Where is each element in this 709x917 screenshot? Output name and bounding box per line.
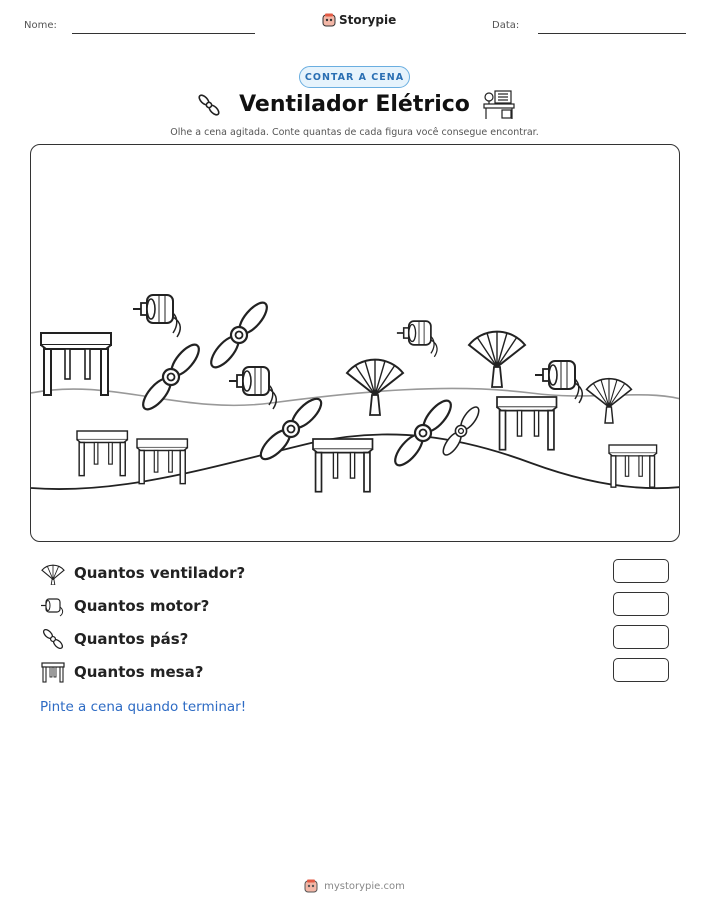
storypie-mascot-icon <box>304 879 318 893</box>
answer-box-blades[interactable] <box>613 625 669 649</box>
page-subtitle: Olhe a cena agitada. Conte quantas de cada figura você consegue encontrar. <box>170 127 539 138</box>
fan-blade-figure[interactable] <box>207 298 272 371</box>
table-figure[interactable] <box>497 397 557 450</box>
color-instruction: Pinte a cena quando terminar! <box>40 699 247 715</box>
question-fans <box>40 560 245 586</box>
storypie-mascot-icon <box>322 13 336 27</box>
activity-badge: CONTAR A CENA <box>299 66 410 88</box>
question-motors <box>40 593 209 619</box>
question-text: Quantos ventilador? <box>74 564 246 582</box>
table-figure[interactable] <box>137 439 187 484</box>
page-title: Ventilador Elétrico <box>239 92 470 117</box>
table-figure[interactable] <box>609 445 657 487</box>
motor-figure[interactable] <box>397 321 437 357</box>
question-text: Quantos pás? <box>74 630 189 648</box>
question-tables <box>40 659 203 685</box>
motor-figure[interactable] <box>133 295 180 337</box>
date-field[interactable] <box>538 33 686 34</box>
fan-blade-icon <box>40 627 66 651</box>
hand-fan-figure[interactable] <box>587 378 632 423</box>
hand-fan-icon <box>40 561 66 585</box>
brand-name: Storypie <box>339 13 397 27</box>
date-label: Data: <box>492 20 520 31</box>
hand-fan-figure[interactable] <box>469 331 525 387</box>
counting-scene[interactable] <box>30 144 680 542</box>
table-figure[interactable] <box>313 439 373 492</box>
answer-box-tables[interactable] <box>613 658 669 682</box>
question-text: Quantos motor? <box>74 597 210 615</box>
storypie-logo <box>322 13 396 27</box>
answer-box-fans[interactable] <box>613 559 669 583</box>
hand-fan-figure[interactable] <box>347 359 403 415</box>
question-blades <box>40 626 188 652</box>
name-field[interactable] <box>72 33 255 34</box>
table-icon <box>40 660 66 684</box>
question-text: Quantos mesa? <box>74 663 204 681</box>
fan-blade-figure[interactable] <box>391 396 456 469</box>
footer-url[interactable]: mystorypie.com <box>324 880 405 892</box>
desk-fan-scene-icon <box>482 88 516 120</box>
table-figure[interactable] <box>77 431 127 476</box>
name-label: Nome: <box>24 20 57 31</box>
table-figure[interactable] <box>41 333 111 395</box>
motor-icon <box>40 594 66 618</box>
answer-box-motors[interactable] <box>613 592 669 616</box>
footer <box>0 879 709 893</box>
